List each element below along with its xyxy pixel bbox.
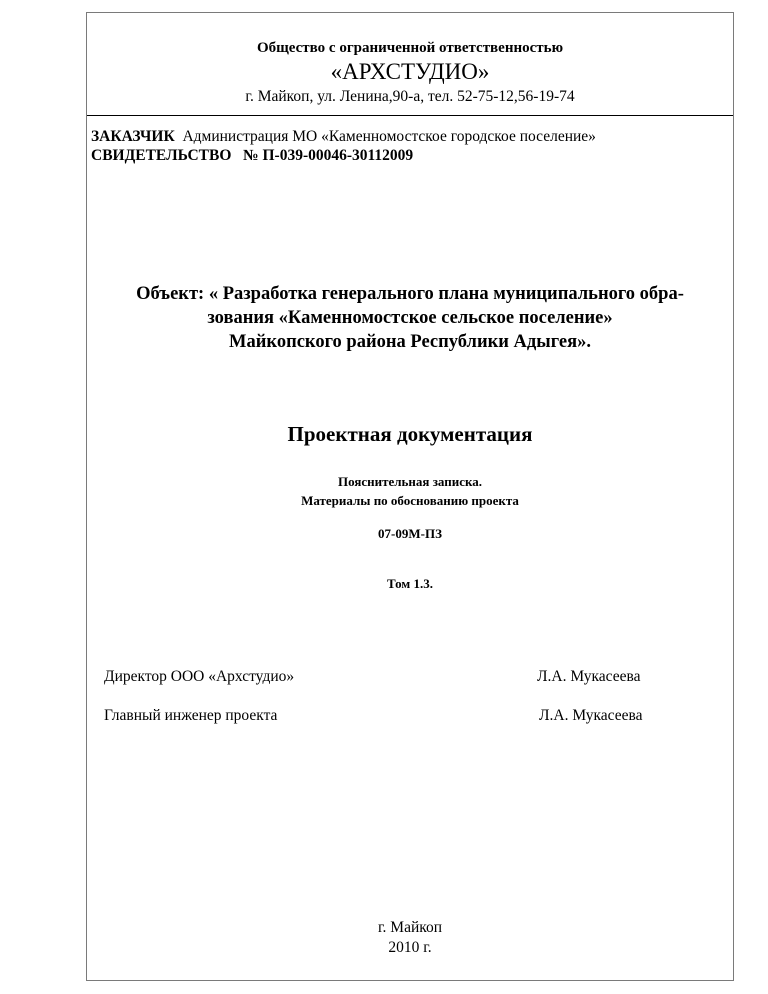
document-title: Проектная документация — [287, 422, 533, 446]
signature-name-director: Л.А. Мукасеева — [537, 668, 641, 685]
document-code: 07-09М-ПЗ — [378, 526, 442, 541]
signature-role-chief-engineer: Главный инженер проекта — [104, 707, 278, 724]
footer — [87, 918, 733, 958]
signature-role-director: Директор ООО «Архстудио» — [104, 668, 295, 685]
document-subtitle — [87, 472, 733, 510]
customer-value: Администрация МО «Каменномостское городское поселение» — [182, 128, 596, 145]
footer-city: г. Майкоп — [377, 919, 443, 936]
customer-line — [91, 128, 596, 146]
org-form: Общество с ограниченной ответственностью — [256, 40, 564, 56]
header-divider — [87, 115, 733, 116]
org-address: г. Майкоп, ул. Ленина,90-а, тел. 52-75-12,56-19-74 — [245, 88, 575, 105]
footer-year: 2010 г. — [388, 939, 432, 956]
object-line-3: Майкопского района Республики Адыгея». — [229, 332, 591, 352]
object-line-1: Объект: « Разработка генерального плана муниципального обра- — [136, 284, 684, 304]
document-volume: Том 1.3. — [387, 576, 433, 591]
subtitle-line-1: Пояснительная записка. — [337, 474, 483, 489]
object-title — [87, 282, 733, 354]
object-line-2: зования «Каменномостское сельское поселение» — [207, 308, 613, 328]
certificate-line — [91, 147, 413, 165]
certificate-value: № П-039-00046-30112009 — [243, 147, 414, 164]
certificate-label: СВИДЕТЕЛЬСТВО — [91, 147, 232, 164]
customer-label: ЗАКАЗЧИК — [91, 128, 175, 145]
org-name: «АРХСТУДИО» — [330, 59, 490, 84]
signature-name-chief-engineer: Л.А. Мукасеева — [539, 707, 643, 724]
subtitle-line-2: Материалы по обоснованию проекта — [301, 493, 519, 508]
